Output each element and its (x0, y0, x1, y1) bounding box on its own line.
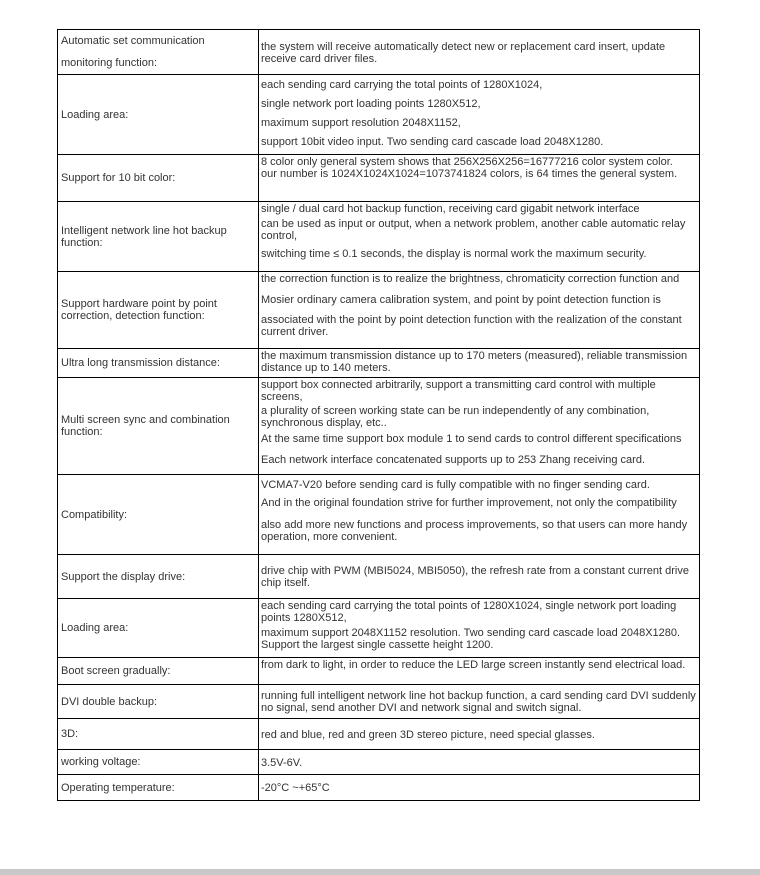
row-description: drive chip with PWM (MBI5024, MBI5050), the refresh rate from a constant current drive chip itself. (259, 555, 700, 599)
row-description: 8 color only general system shows that 256X256X256=16777216 color system color. our number is 1024X1024X1024=1073741824 colors, is 64 times the general system. (259, 155, 700, 202)
row-label: Automatic set communication monitoring function: (58, 30, 259, 75)
table-row (58, 155, 700, 202)
row-label: Support hardware point by point correction, detection function: (58, 272, 259, 349)
row-description: the maximum transmission distance up to 170 meters (measured), reliable transmission distance up to 140 meters. (259, 349, 700, 378)
row-description: single / dual card hot backup function, receiving card gigabit network interface can be used as input or output, when a network problem, another cable automatic relay control, switching time ≤ 0.1 seconds, the display is normal work the maximum security. (259, 202, 700, 272)
row-label: Support the display drive: (58, 555, 259, 599)
row-description: each sending card carrying the total points of 1280X1024, single network port loading points 1280X512, maximum support 2048X1152 resolution. Two sending card cascade load 2048X1280. Support the largest single cassette height 1200. (259, 599, 700, 658)
table-row (58, 75, 700, 155)
table-row (58, 775, 700, 801)
row-label: 3D: (58, 719, 259, 750)
row-description: 3.5V-6V. (259, 750, 700, 775)
row-description: support box connected arbitrarily, support a transmitting card control with multiple screens, a plurality of screen working state can be run independently of any combination, synchronous display, etc.. At the same time support box module 1 to send cards to control different specifications Each network interface concatenated supports up to 253 Zhang receiving card. (259, 378, 700, 475)
table-row (58, 475, 700, 555)
row-label: Operating temperature: (58, 775, 259, 801)
row-label: Multi screen sync and combination function: (58, 378, 259, 475)
row-description: red and blue, red and green 3D stereo picture, need special glasses. (259, 719, 700, 750)
row-description: from dark to light, in order to reduce the LED large screen instantly send electrical load. (259, 658, 700, 685)
table-row (58, 719, 700, 750)
table-row (58, 685, 700, 719)
row-description: running full intelligent network line hot backup function, a card sending card DVI suddenly no signal, send another DVI and network signal and switch signal. (259, 685, 700, 719)
row-description: -20°C ~+65°C (259, 775, 700, 801)
table-row (58, 378, 700, 475)
bottom-divider (0, 869, 760, 875)
spec-table (57, 29, 700, 801)
row-description: the system will receive automatically detect new or replacement card insert, update receive card driver files. (259, 30, 700, 75)
row-label: Loading area: (58, 599, 259, 658)
table-row (58, 599, 700, 658)
table-row (58, 555, 700, 599)
row-label: Loading area: (58, 75, 259, 155)
table-row (58, 658, 700, 685)
row-label: Boot screen gradually: (58, 658, 259, 685)
table-row (58, 272, 700, 349)
table-row (58, 750, 700, 775)
row-label: Compatibility: (58, 475, 259, 555)
table-row (58, 30, 700, 75)
row-label: working voltage: (58, 750, 259, 775)
row-label: DVI double backup: (58, 685, 259, 719)
row-label: Support for 10 bit color: (58, 155, 259, 202)
row-description: VCMA7-V20 before sending card is fully compatible with no finger sending card. And in the original foundation strive for further improvement, not only the compatibility also add more new functions and process improvements, so that users can more handy operation, more convenient. (259, 475, 700, 555)
row-label: Intelligent network line hot backup function: (58, 202, 259, 272)
row-label: Ultra long transmission distance: (58, 349, 259, 378)
row-description: each sending card carrying the total points of 1280X1024, single network port loading points 1280X512, maximum support resolution 2048X1152, support 10bit video input. Two sending card cascade load 2048X1280. (259, 75, 700, 155)
table-row (58, 349, 700, 378)
table-row (58, 202, 700, 272)
row-description: the correction function is to realize the brightness, chromaticity correction function and Mosier ordinary camera calibration system, and point by point detection function is associated with the point by point detection function with the realization of the constant current driver. (259, 272, 700, 349)
